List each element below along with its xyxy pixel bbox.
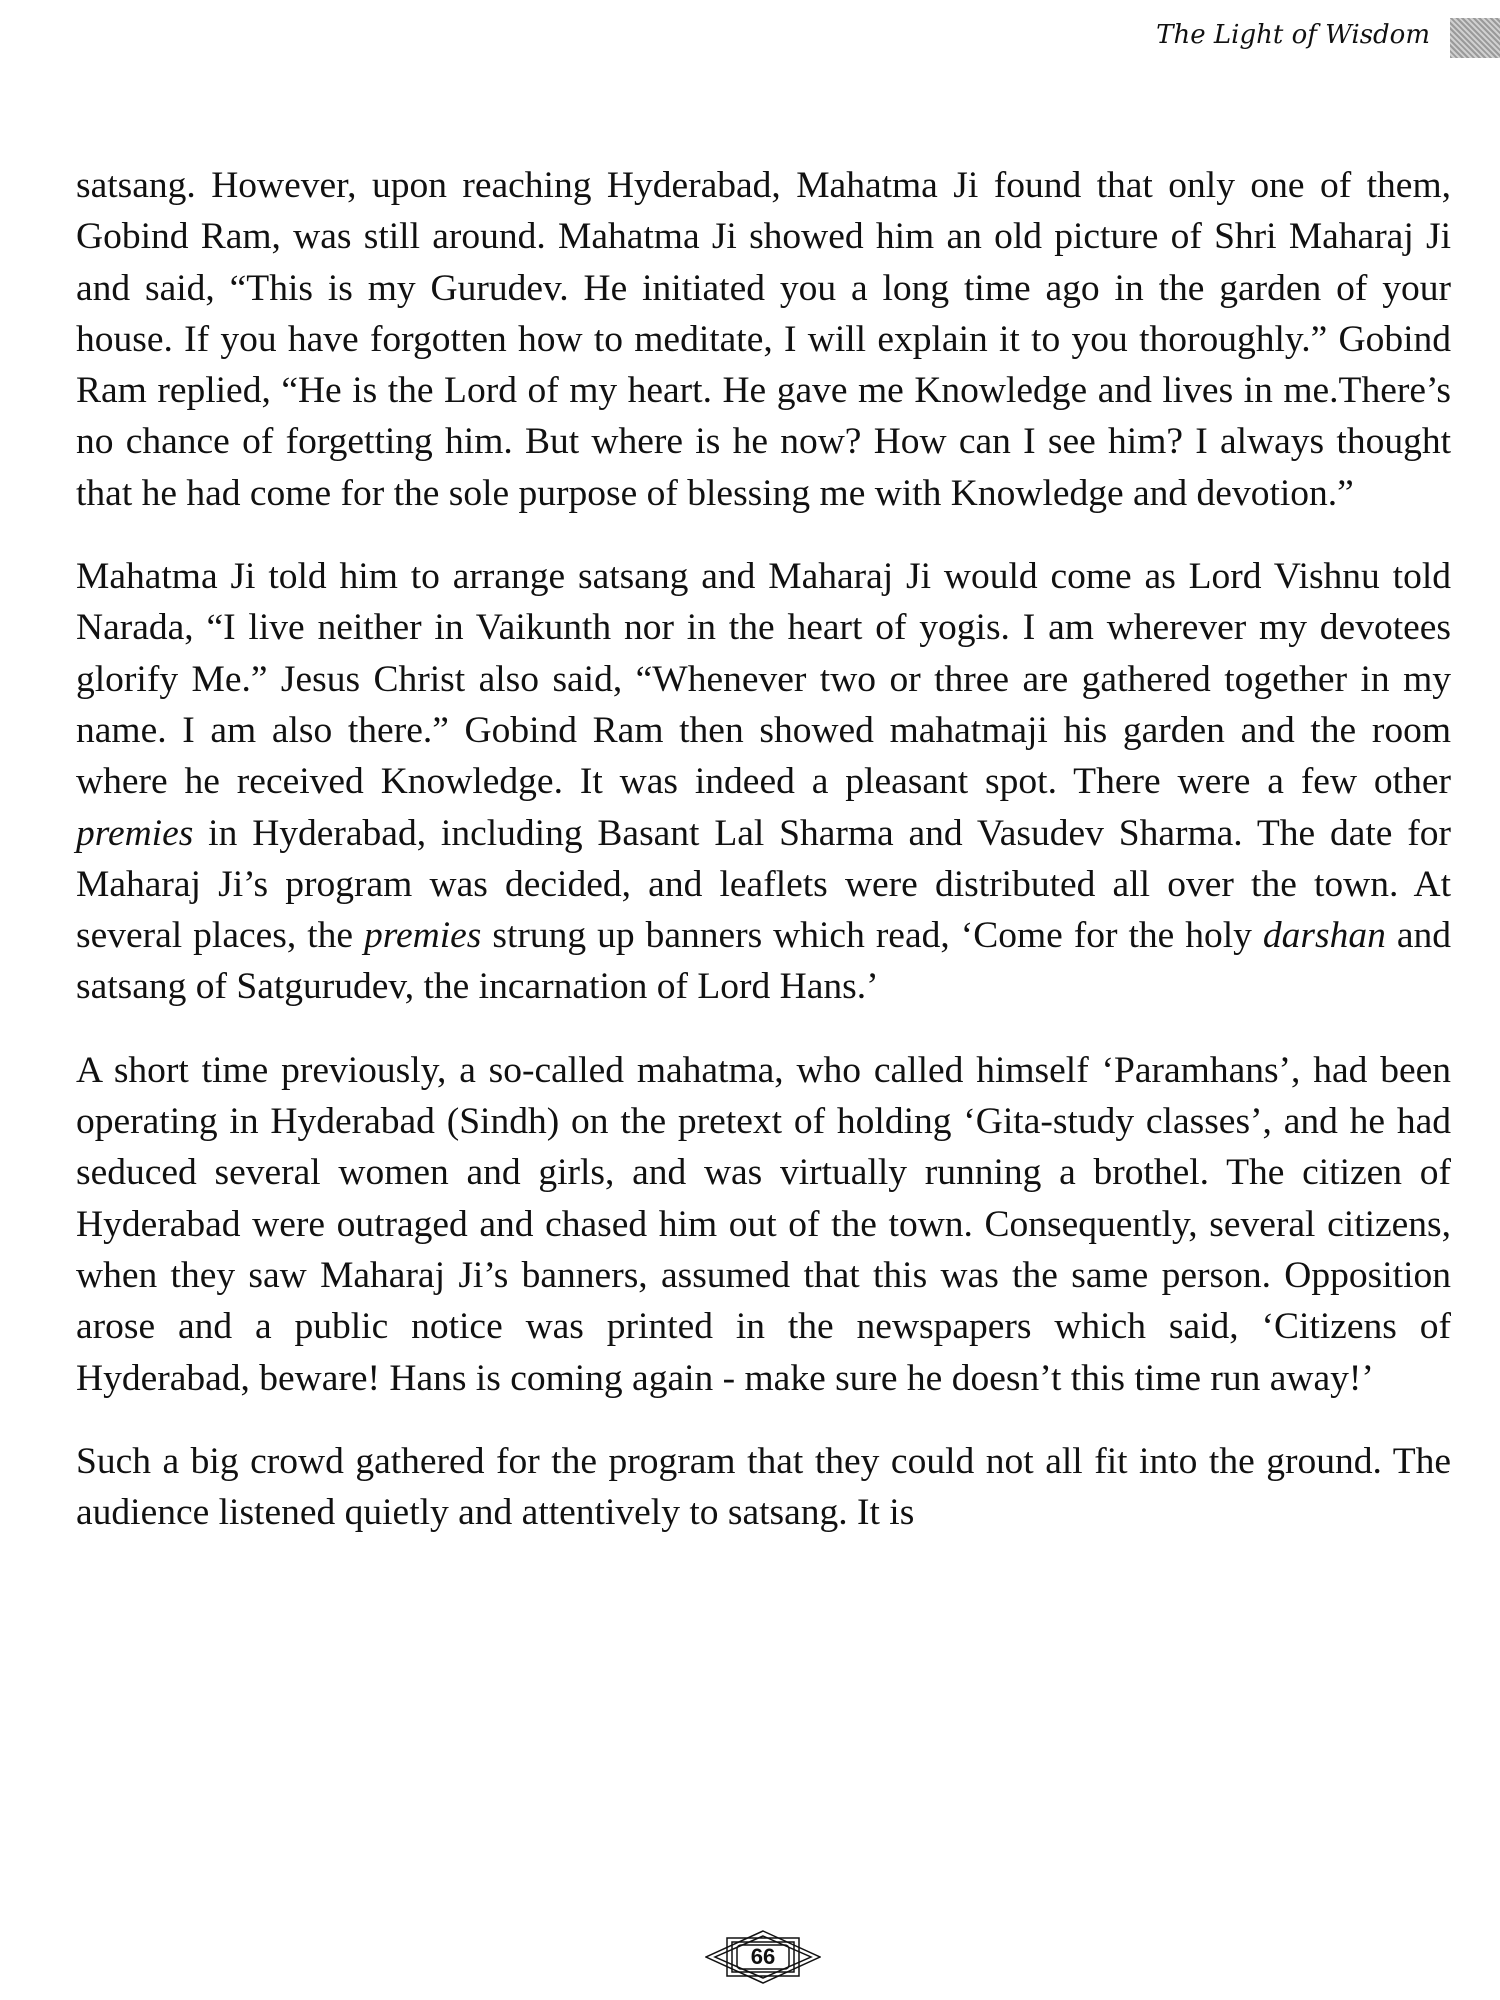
text-run: strung up banners which read, ‘Come for the holy [481,915,1263,957]
text-run: in Hyderabad, including Basant Lal Sharma and Vasudev Sharma. The date for Maharaj Ji’s program was decided, and leaflets were distributed all over the town. At several places, the [76,812,1451,957]
italic-term: premies [76,812,194,854]
text-run: Mahatma Ji told him to arrange satsang and Maharaj Ji would come as Lord Vishnu told Narada, “I live neither in Vaikunth nor in the heart of yogis. I am wherever my devotees glorify Me.” Jesus Christ also said, “Whenever two or three are gathered together in my name. I am also there.” Gobind Ram then showed mahatmaji his garden and the room where he received Knowledge. It was indeed a pleasant spot. There were a few other [76,556,1451,803]
italic-term: darshan [1262,915,1386,957]
page-number: 66 [750,1944,776,1969]
text-run: and satsang of Satgurudev, the incarnation of Lord Hans.’ [76,915,1451,1008]
text-run: satsang. However, upon reaching Hyderabad, Mahatma Ji found that only one of them, Gobind Ram, was still around. Mahatma Ji showed him an old picture of Shri Maharaj Ji and said, “This is my Gurudev. He initiated you a long time ago in the garden of your house. If you have forgotten how to meditate, I will explain it to you thoroughly.” Gobind Ram replied, “He is the Lord of my heart. He gave me Knowledge and lives in me.There’s no chance of forgetting him. But where is he now? How can I see him? I always thought that he had come for the sole purpose of blessing me with Knowledge and devotion.” [76,165,1451,514]
paragraph [76,1045,1451,1404]
page-body [76,160,1451,1570]
paragraph [76,160,1451,519]
header-corner-ornament [1450,18,1500,58]
page-folio [705,1930,821,1984]
italic-term: premies [364,915,482,957]
paragraph [76,551,1451,1013]
text-run: Such a big crowd gathered for the program that they could not all fit into the ground. The audience listened quietly and attentively to satsang. It is [76,1440,1451,1534]
running-head: The Light of Wisdom [1156,20,1430,50]
paragraph [76,1436,1451,1539]
text-run: A short time previously, a so-called mahatma, who called himself ‘Paramhans’, had been operating in Hyderabad (Sindh) on the pretext of holding ‘Gita-study classes’, and he had seduced several women and girls, and was virtually running a brothel. The citizen of Hyderabad were outraged and chased him out of the town. Consequently, several citizens, when they saw Maharaj Ji’s banners, assumed that this was the same person. Opposition arose and a public notice was printed in the newspapers which said, ‘Citizens of Hyderabad, beware! Hans is coming again - make sure he doesn’t this time run away!’ [76,1049,1451,1399]
